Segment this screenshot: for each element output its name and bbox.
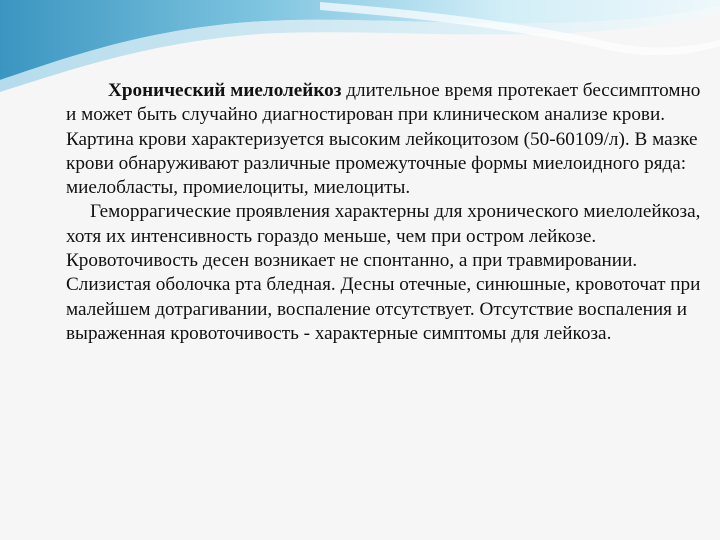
body-text xyxy=(66,79,702,346)
paragraph-1-bold-lead: Хронический миелолейкоз xyxy=(108,80,342,101)
paragraph-2-text: Геморрагические проявления характерны для хронического миелолейкоза, хотя их интенсивность гораздо меньше, чем при остром лейкозе. Кровоточивость десен возникает не спонтанно, а при травмировании. Слизистая оболочка рта бледная. Десны отечные, синюшные, кровоточат при малейшем дотрагивании, воспаление отсутствует. Отсутствие воспаления и выраженная кровоточивость - характерные симптомы для лейкоза. xyxy=(66,201,701,344)
paragraph-1-text: длительное время протекает бессимптомно и может быть случайно диагностирован при клиническом анализе крови. Картина крови характеризуется высоким лейкоцитозом (50-60109/л). В мазке крови обнаруживают различные промежуточные формы миелоидного ряда: миелобласты, промиелоциты, миелоциты. xyxy=(66,80,701,199)
paragraph-2 xyxy=(66,200,702,346)
paragraph-1 xyxy=(66,79,702,200)
